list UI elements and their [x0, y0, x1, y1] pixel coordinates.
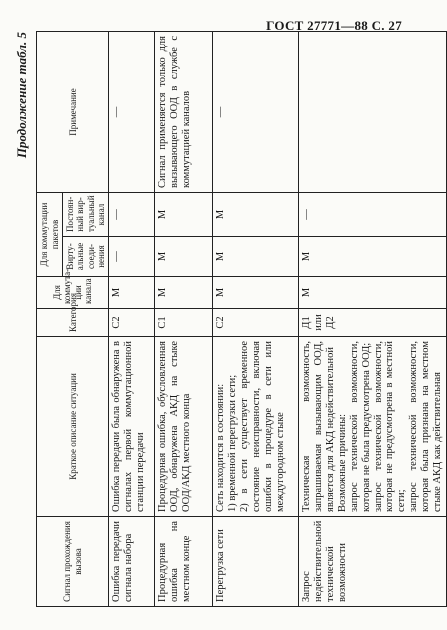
signal-cell: Процедурная ошибка на местном конце [155, 517, 213, 607]
table-continuation-title: Продолжение табл. 5 [14, 32, 29, 159]
table-row [109, 31, 155, 606]
virtual-cell: М [213, 237, 299, 277]
description-line: запрос технической возможности, которая не предусмотрена в местной сети; [372, 341, 408, 512]
permanent-cell: — [109, 192, 155, 236]
situations-table [36, 31, 447, 607]
virtual-cell: М [299, 237, 446, 277]
page-header: ГОСТ 27771—88 С. 27 [266, 18, 402, 33]
rotated-table-page [14, 32, 443, 607]
col-header-channel: Для коммута-ции канала [37, 277, 109, 309]
description-line: Сеть находится в состоянии: [215, 383, 227, 512]
description-cell [299, 337, 446, 517]
description-line: запрос технической возможности, которая была признана на местном стыке АКД как действительная [408, 341, 443, 512]
description-line: Техническая возможность, запрашиваемая вызывающим ООД, является для АКД недействительной [301, 341, 337, 512]
description-line: запрос технической возможности, которая не была предусмотрена ООД; [348, 341, 372, 512]
category-cell: С2 [213, 309, 299, 337]
description-cell [109, 337, 155, 517]
description-line: 1) временной перегрузки сети; [227, 374, 239, 512]
permanent-cell: М [155, 192, 213, 236]
permanent-cell: — [299, 192, 446, 236]
table-row [155, 31, 213, 606]
note-cell: — [213, 31, 299, 192]
col-header-packet: Для коммутации пакетов [37, 192, 63, 276]
signal-cell: Ошибка передачи сигнала набора [109, 517, 155, 607]
channel-cell: М [299, 277, 446, 309]
note-cell: Сигнал применяется только для вызывающего ООД в службе с коммутацией каналов [155, 31, 213, 192]
description-line: Процедурная ошибка, обусловленная ООД, обнаружена АКД на стыке ООД/АКД местного конца [157, 341, 193, 512]
signal-cell: Запрос недействительной технической возможности [299, 517, 446, 607]
description-line: Ошибка передачи была обнаружена в сигналах первой коммутационной станции передачи [111, 341, 147, 512]
channel-cell: М [213, 277, 299, 309]
col-header-category: Категория [37, 309, 109, 337]
category-cell: С2 [109, 309, 155, 337]
col-header-permanent: Постоян-ный вир-туальный канал [63, 192, 109, 236]
description-line: Возможные причины: [336, 413, 348, 512]
description-cell [155, 337, 213, 517]
category-cell: С1 [155, 309, 213, 337]
virtual-cell: — [109, 237, 155, 277]
note-cell [299, 31, 446, 192]
table-row [299, 31, 446, 606]
category-cell: Д1 или Д2 [299, 309, 446, 337]
signal-cell: Перегрузка сети [213, 517, 299, 607]
note-cell: — [109, 31, 155, 192]
description-line: 2) в сети существует временное состояние неисправности, включая ошибки в процедуре в сети или междугородном стыке [239, 341, 286, 512]
permanent-cell: М [213, 192, 299, 236]
col-header-signal: Сигнал прохождения вызова [37, 517, 109, 607]
table-row [213, 31, 299, 606]
channel-cell: М [109, 277, 155, 309]
channel-cell: М [155, 277, 213, 309]
virtual-cell: М [155, 237, 213, 277]
col-header-description: Краткое описание ситуации [37, 337, 109, 517]
col-header-virtual: Вирту-альные соеди-нения [63, 237, 109, 277]
description-cell [213, 337, 299, 517]
col-header-note: Примечание [37, 31, 109, 192]
